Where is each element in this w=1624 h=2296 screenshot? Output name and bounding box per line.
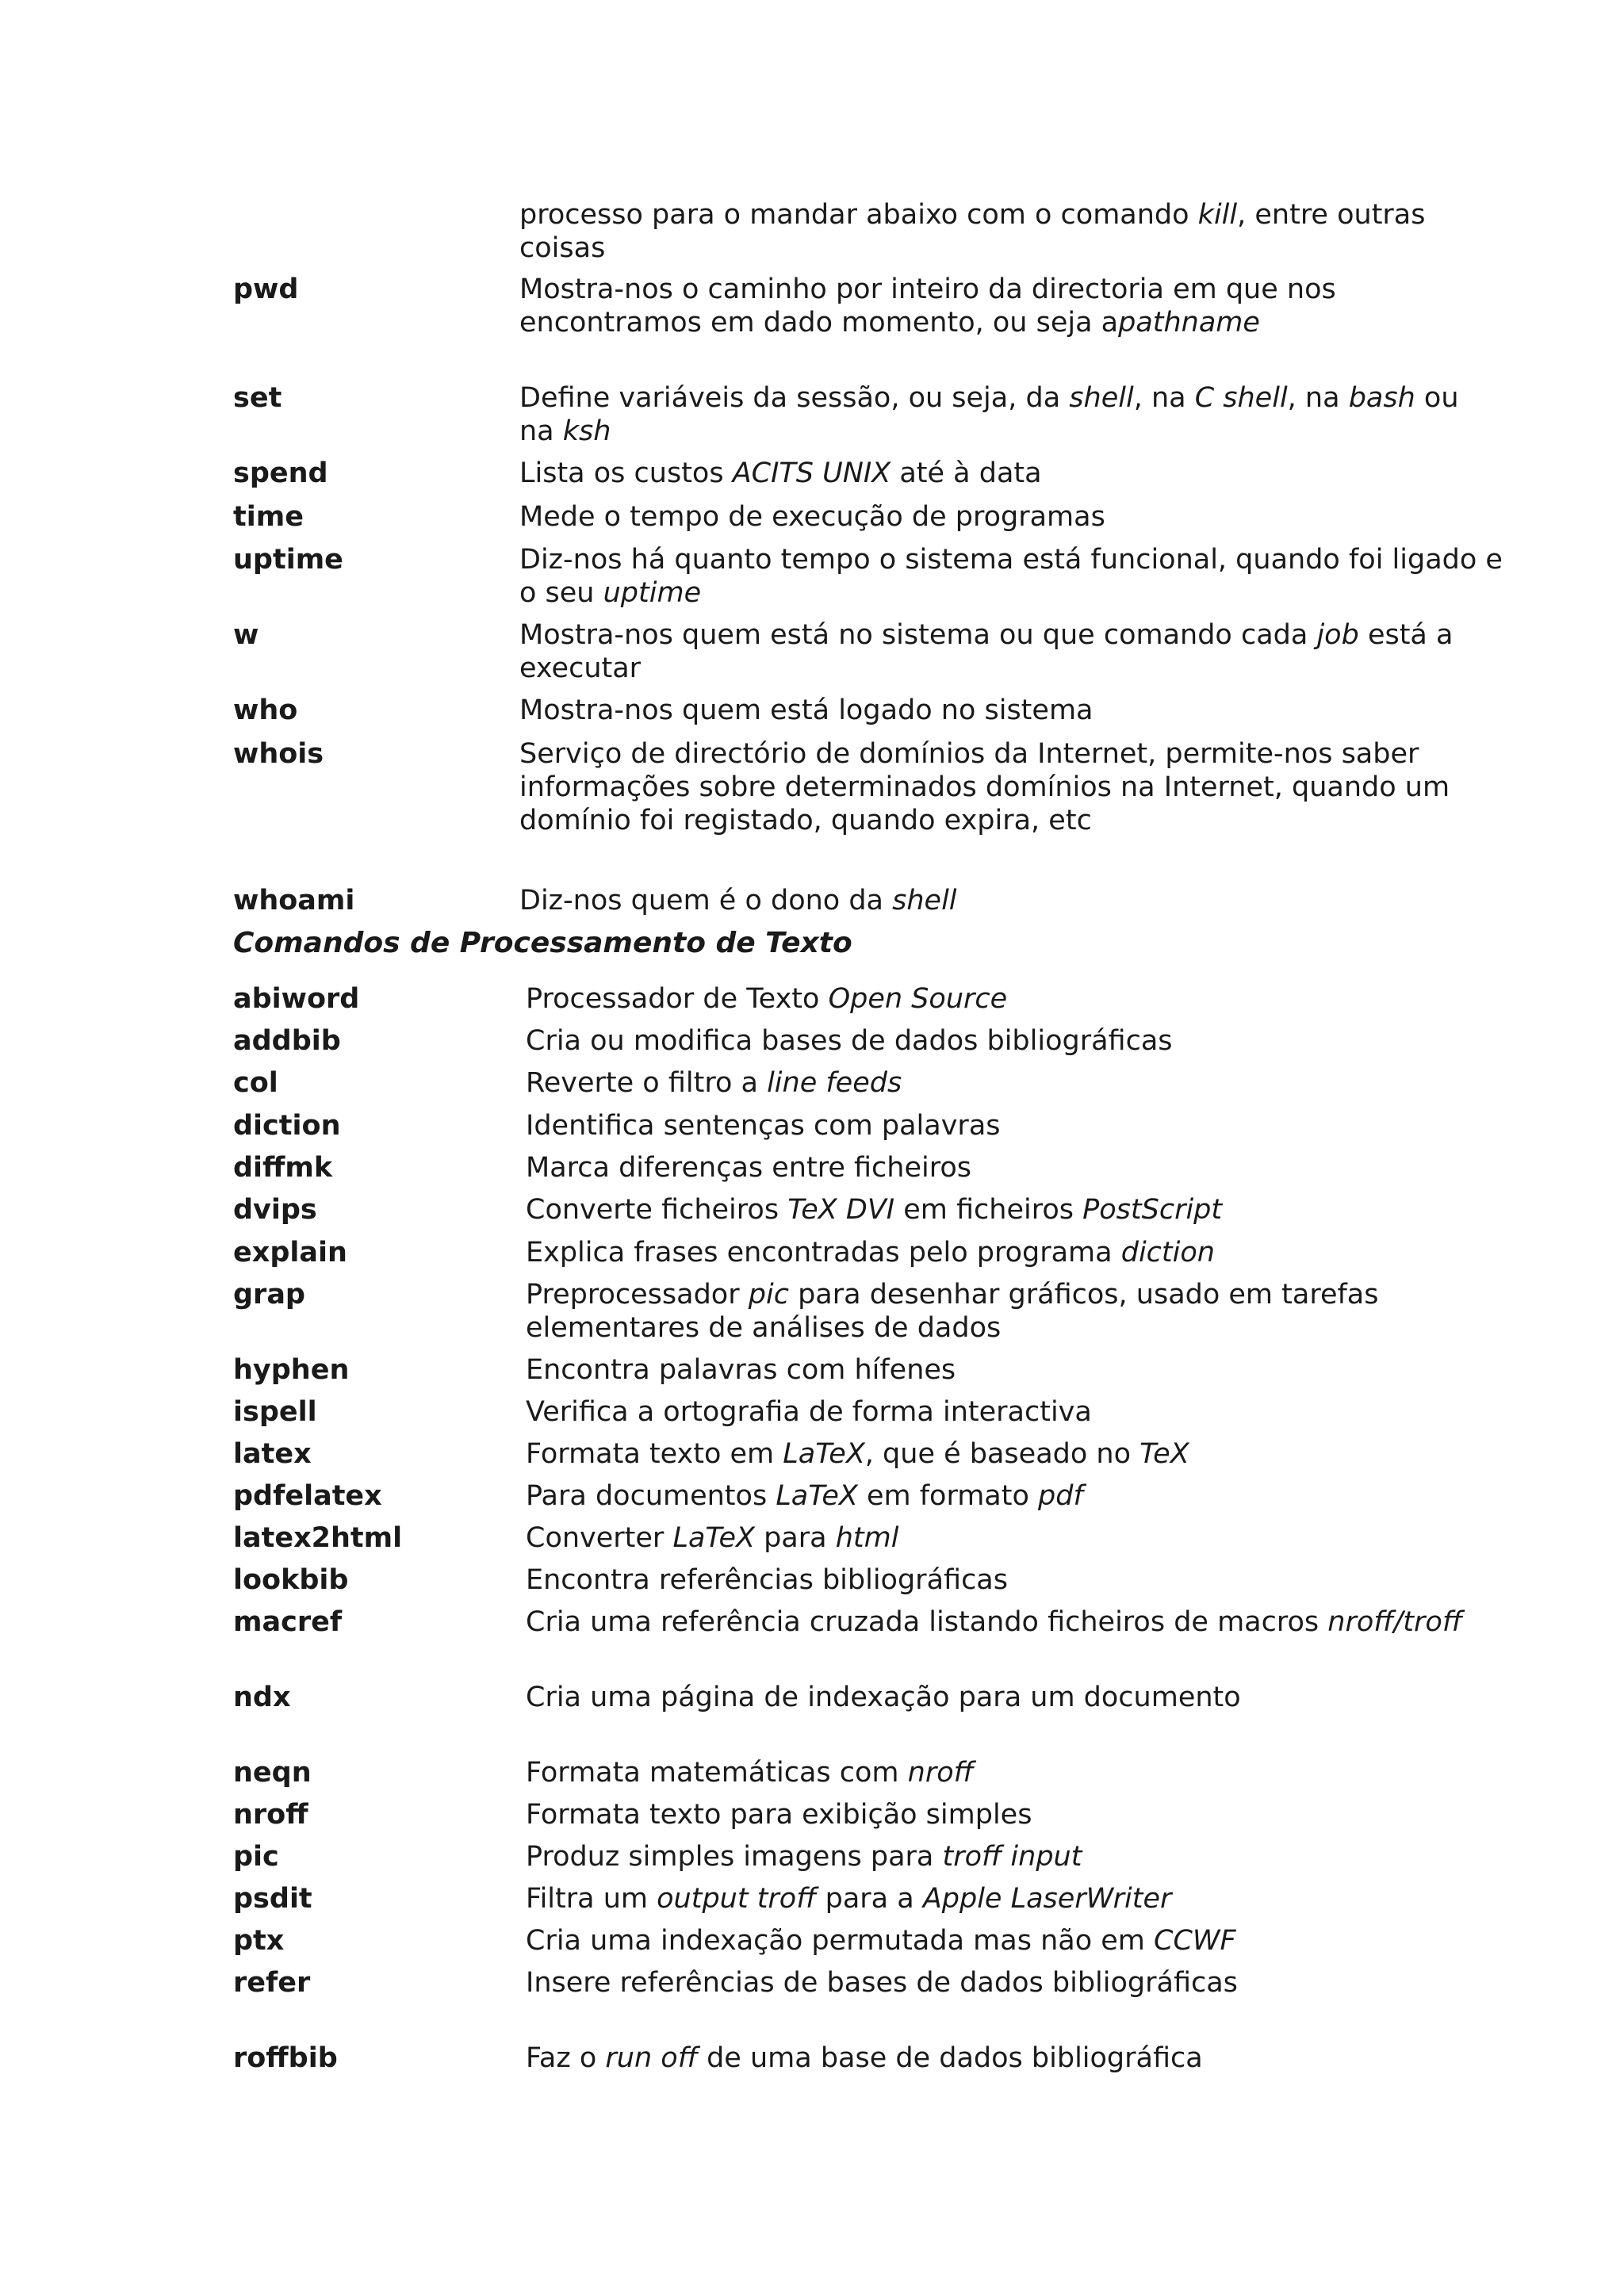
description-text: Mostra-nos o caminho por inteiro da directoria em que nos encontramos em dado momento, ou seja a	[519, 274, 1345, 339]
description-text: está a executar	[519, 619, 1462, 684]
italic-term: LaTeX	[776, 1480, 858, 1512]
description-text: , entre outras coisas	[519, 199, 1434, 264]
command-description	[526, 1479, 1624, 1513]
command-name: uptime	[233, 544, 343, 576]
command-description	[526, 1798, 1624, 1831]
command-name: psdit	[233, 1883, 312, 1915]
command-description	[526, 1109, 1624, 1142]
command-description	[526, 1236, 1624, 1269]
command-name: diffmk	[233, 1152, 333, 1184]
command-name: time	[233, 501, 304, 533]
italic-term: TeX	[1139, 1438, 1189, 1470]
command-description	[526, 1605, 1612, 1639]
description-text: Converte ficheiros	[526, 1194, 788, 1226]
description-text: Serviço de directório de domínios da Internet, permite-nos saber informações sobre determinados domínios na Internet, quando um domínio foi registado, quando expira, etc	[519, 738, 1459, 836]
description-text: Marca diferenças entre ficheiros	[526, 1152, 971, 1184]
command-description	[526, 1193, 1624, 1226]
command-name: latex	[233, 1438, 312, 1470]
description-text: Mede o tempo de execução de programas	[519, 501, 1105, 533]
italic-term: pdf	[1038, 1480, 1083, 1512]
description-text: Formata matemáticas com	[526, 1757, 908, 1789]
italic-term: LaTeX	[672, 1522, 755, 1554]
command-description	[519, 618, 1503, 685]
description-text: Cria uma página de indexação para um documento	[526, 1682, 1241, 1713]
description-text: Converter	[526, 1522, 673, 1554]
description-text: Verifica a ortografia de forma interactiva	[526, 1396, 1092, 1428]
italic-term: pic	[748, 1279, 789, 1311]
description-text: Filtra um	[526, 1883, 657, 1915]
description-text: Explica frases encontradas pelo programa	[526, 1237, 1121, 1269]
command-name: spend	[233, 457, 328, 489]
command-name: abiword	[233, 983, 360, 1015]
command-name: nroff	[233, 1799, 308, 1831]
description-text: para a	[816, 1883, 923, 1915]
italic-term: ACITS UNIX	[732, 457, 891, 489]
command-name: hyphen	[233, 1354, 350, 1386]
italic-term: TeX DVI	[787, 1194, 895, 1226]
description-text: Diz-nos há quanto tempo o sistema está funcional, quando foi ligado e o seu	[519, 544, 1512, 609]
description-text: Mostra-nos quem está logado no sistema	[519, 695, 1094, 726]
description-text: Processador de Texto	[526, 983, 829, 1015]
command-description	[526, 1756, 1624, 1789]
italic-term: bash	[1348, 382, 1415, 414]
italic-term: CCWF	[1154, 1925, 1236, 1957]
command-description	[526, 1840, 1624, 1873]
description-text: processo para o mandar abaixo com o comando	[519, 199, 1198, 231]
command-name: who	[233, 695, 298, 726]
description-text: Cria ou modifica bases de dados bibliográficas	[526, 1025, 1173, 1057]
italic-term: run off	[605, 2042, 698, 2074]
command-description	[519, 543, 1512, 610]
italic-term: ksh	[562, 415, 611, 447]
command-description	[519, 381, 1487, 448]
command-description	[519, 457, 1624, 490]
command-name: grap	[233, 1279, 305, 1311]
command-description	[526, 1278, 1414, 1345]
description-text: Para documentos	[526, 1480, 776, 1512]
command-description	[526, 1681, 1624, 1714]
description-text: Diz-nos quem é o dono da	[519, 885, 893, 916]
description-text: Define variáveis da sessão, ou seja, da	[519, 382, 1070, 414]
command-description	[526, 1395, 1624, 1429]
command-description	[519, 500, 1624, 534]
italic-term: nroff/troff	[1327, 1606, 1463, 1638]
italic-term: job	[1316, 619, 1359, 651]
description-text: Formata texto para exibição simples	[526, 1799, 1032, 1831]
command-description	[526, 1966, 1624, 1999]
command-name: dvips	[233, 1194, 317, 1226]
italic-term: Apple LaserWriter	[922, 1883, 1172, 1915]
command-name: w	[233, 619, 259, 651]
italic-term: nroff	[907, 1757, 974, 1789]
italic-term: pathname	[1118, 307, 1260, 339]
italic-term: C shell	[1194, 382, 1288, 414]
italic-term: LaTeX	[783, 1438, 865, 1470]
description-text: até à data	[891, 457, 1042, 489]
command-name: whoami	[233, 885, 355, 916]
command-name: col	[233, 1067, 278, 1099]
command-name: diction	[233, 1110, 341, 1142]
description-text: Preprocessador	[526, 1279, 749, 1311]
command-description	[519, 273, 1392, 339]
italic-term: html	[835, 1522, 899, 1554]
description-text: Cria uma referência cruzada listando ficheiros de macros	[526, 1606, 1328, 1638]
command-description	[526, 1882, 1624, 1915]
description-text: ou na	[519, 382, 1468, 447]
description-text: Mostra-nos quem está no sistema ou que comando cada	[519, 619, 1317, 651]
command-description	[519, 198, 1503, 265]
italic-term: line feeds	[767, 1067, 902, 1099]
description-text: , na	[1133, 382, 1195, 414]
italic-term: troff input	[942, 1841, 1082, 1873]
description-text: Lista os custos	[519, 457, 733, 489]
italic-term: shell	[1069, 382, 1134, 414]
description-text: , que é baseado no	[864, 1438, 1140, 1470]
description-text: Insere referências de bases de dados bibliográficas	[526, 1967, 1238, 1999]
command-name: refer	[233, 1967, 311, 1999]
description-text: em formato	[857, 1480, 1039, 1512]
description-text: Cria uma indexação permutada mas não em	[526, 1925, 1154, 1957]
description-text: Identifica sentenças com palavras	[526, 1110, 1001, 1142]
description-text: em ficheiros	[894, 1194, 1083, 1226]
description-text: Reverte o filtro a	[526, 1067, 768, 1099]
command-description	[526, 1151, 1624, 1184]
command-description	[519, 737, 1503, 837]
command-name: roffbib	[233, 2042, 338, 2074]
italic-term: Open Source	[828, 983, 1008, 1015]
description-text: Encontra palavras com hífenes	[526, 1354, 956, 1386]
command-name: neqn	[233, 1757, 312, 1789]
description-text: para	[754, 1522, 836, 1554]
command-description	[526, 1437, 1624, 1471]
command-name: latex2html	[233, 1522, 403, 1554]
command-name: ndx	[233, 1682, 291, 1713]
section-heading: Comandos de Processamento de Texto	[233, 927, 852, 959]
description-text: Faz o	[526, 2042, 606, 2074]
description-text: Produz simples imagens para	[526, 1841, 943, 1873]
command-name: ptx	[233, 1925, 285, 1957]
italic-term: diction	[1120, 1237, 1215, 1269]
command-description	[526, 982, 1624, 1016]
command-name: addbib	[233, 1025, 341, 1057]
command-name: whois	[233, 738, 324, 770]
command-description	[526, 1024, 1624, 1058]
command-description	[526, 1563, 1624, 1597]
command-description	[526, 1353, 1624, 1387]
command-name: pdfelatex	[233, 1480, 382, 1512]
description-text: de uma base de dados bibliográfica	[697, 2042, 1203, 2074]
command-description	[519, 884, 1624, 917]
command-description	[526, 1066, 1624, 1100]
command-name: pwd	[233, 274, 299, 305]
italic-term: output troff	[657, 1883, 817, 1915]
italic-term: PostScript	[1082, 1194, 1223, 1226]
command-name: macref	[233, 1606, 343, 1638]
command-name: ispell	[233, 1396, 317, 1428]
command-description	[519, 694, 1624, 727]
command-name: pic	[233, 1841, 279, 1873]
command-description	[526, 1521, 1624, 1555]
italic-term: uptime	[603, 577, 702, 609]
command-description	[526, 1924, 1624, 1957]
command-name: explain	[233, 1237, 347, 1269]
description-text: Encontra referências bibliográficas	[526, 1564, 1008, 1596]
description-text: para desenhar gráficos, usado em tarefas elementares de análises de dados	[526, 1279, 1388, 1344]
command-name: set	[233, 382, 282, 414]
description-text: , na	[1287, 382, 1349, 414]
description-text: Formata texto em	[526, 1438, 783, 1470]
command-name: lookbib	[233, 1564, 349, 1596]
italic-term: kill	[1197, 199, 1238, 231]
command-description	[526, 2042, 1624, 2075]
italic-term: shell	[892, 885, 957, 916]
